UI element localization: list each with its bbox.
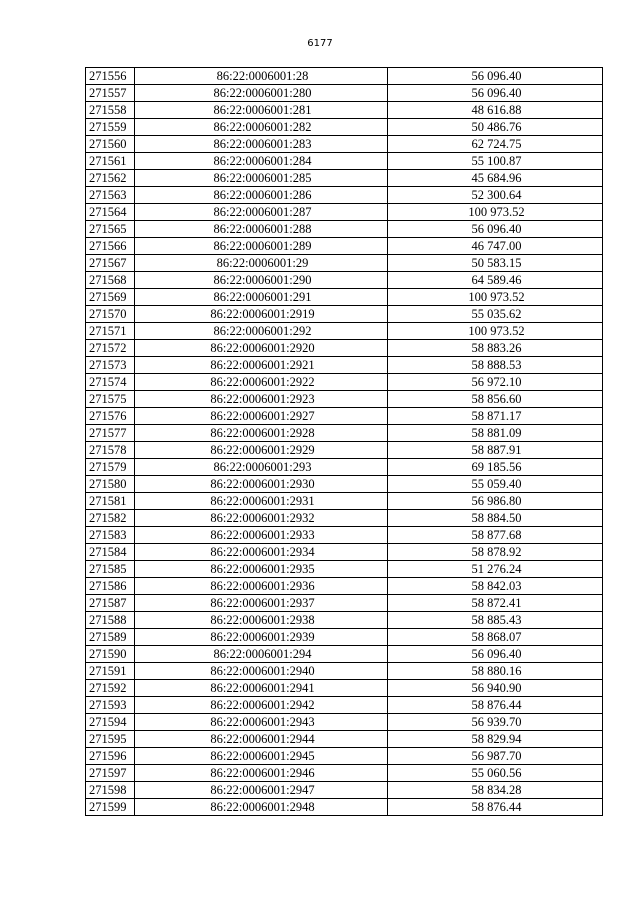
cadastral-value-table (85, 67, 603, 816)
table-row (86, 136, 603, 153)
table-row (86, 102, 603, 119)
cadastral-number-cell: 86:22:0006001:285 (135, 170, 388, 187)
table-row (86, 527, 603, 544)
cadastral-value-cell: 58 868.07 (388, 629, 603, 646)
table-row (86, 612, 603, 629)
row-number-cell: 271557 (86, 85, 135, 102)
table-row (86, 629, 603, 646)
cadastral-number-cell: 86:22:0006001:2947 (135, 782, 388, 799)
row-number-cell: 271571 (86, 323, 135, 340)
cadastral-number-cell: 86:22:0006001:2940 (135, 663, 388, 680)
table-row (86, 799, 603, 816)
table-row (86, 119, 603, 136)
cadastral-value-cell: 64 589.46 (388, 272, 603, 289)
table-row (86, 391, 603, 408)
row-number-cell: 271592 (86, 680, 135, 697)
row-number-cell: 271564 (86, 204, 135, 221)
cadastral-number-cell: 86:22:0006001:291 (135, 289, 388, 306)
cadastral-number-cell: 86:22:0006001:292 (135, 323, 388, 340)
cadastral-number-cell: 86:22:0006001:2931 (135, 493, 388, 510)
cadastral-number-cell: 86:22:0006001:2935 (135, 561, 388, 578)
row-number-cell: 271597 (86, 765, 135, 782)
table-body (86, 68, 603, 816)
cadastral-value-cell: 69 185.56 (388, 459, 603, 476)
row-number-cell: 271574 (86, 374, 135, 391)
cadastral-value-cell: 58 877.68 (388, 527, 603, 544)
table-row (86, 442, 603, 459)
cadastral-number-cell: 86:22:0006001:2945 (135, 748, 388, 765)
row-number-cell: 271575 (86, 391, 135, 408)
table-row (86, 85, 603, 102)
table-row (86, 646, 603, 663)
row-number-cell: 271581 (86, 493, 135, 510)
cadastral-value-cell: 58 834.28 (388, 782, 603, 799)
cadastral-value-cell: 58 871.17 (388, 408, 603, 425)
cadastral-number-cell: 86:22:0006001:2922 (135, 374, 388, 391)
table-row (86, 459, 603, 476)
row-number-cell: 271584 (86, 544, 135, 561)
cadastral-number-cell: 86:22:0006001:2936 (135, 578, 388, 595)
table-row (86, 255, 603, 272)
row-number-cell: 271599 (86, 799, 135, 816)
cadastral-number-cell: 86:22:0006001:2932 (135, 510, 388, 527)
cadastral-number-cell: 86:22:0006001:290 (135, 272, 388, 289)
table-row (86, 663, 603, 680)
cadastral-value-cell: 56 986.80 (388, 493, 603, 510)
cadastral-number-cell: 86:22:0006001:29 (135, 255, 388, 272)
cadastral-value-cell: 58 880.16 (388, 663, 603, 680)
row-number-cell: 271558 (86, 102, 135, 119)
cadastral-number-cell: 86:22:0006001:293 (135, 459, 388, 476)
cadastral-value-cell: 56 096.40 (388, 646, 603, 663)
cadastral-value-cell: 62 724.75 (388, 136, 603, 153)
cadastral-value-cell: 100 973.52 (388, 323, 603, 340)
row-number-cell: 271585 (86, 561, 135, 578)
cadastral-number-cell: 86:22:0006001:281 (135, 102, 388, 119)
cadastral-value-cell: 58 876.44 (388, 697, 603, 714)
table-row (86, 731, 603, 748)
row-number-cell: 271583 (86, 527, 135, 544)
cadastral-value-cell: 58 878.92 (388, 544, 603, 561)
cadastral-number-cell: 86:22:0006001:2938 (135, 612, 388, 629)
table-row (86, 306, 603, 323)
cadastral-value-cell: 100 973.52 (388, 204, 603, 221)
cadastral-number-cell: 86:22:0006001:2930 (135, 476, 388, 493)
table-row (86, 595, 603, 612)
cadastral-value-cell: 51 276.24 (388, 561, 603, 578)
table-row (86, 697, 603, 714)
cadastral-number-cell: 86:22:0006001:280 (135, 85, 388, 102)
cadastral-value-cell: 58 888.53 (388, 357, 603, 374)
row-number-cell: 271556 (86, 68, 135, 85)
cadastral-value-cell: 56 096.40 (388, 221, 603, 238)
cadastral-number-cell: 86:22:0006001:283 (135, 136, 388, 153)
table-row (86, 357, 603, 374)
row-number-cell: 271598 (86, 782, 135, 799)
cadastral-number-cell: 86:22:0006001:289 (135, 238, 388, 255)
row-number-cell: 271591 (86, 663, 135, 680)
cadastral-number-cell: 86:22:0006001:2948 (135, 799, 388, 816)
row-number-cell: 271586 (86, 578, 135, 595)
cadastral-number-cell: 86:22:0006001:2920 (135, 340, 388, 357)
cadastral-value-cell: 56 096.40 (388, 85, 603, 102)
row-number-cell: 271596 (86, 748, 135, 765)
cadastral-number-cell: 86:22:0006001:2942 (135, 697, 388, 714)
cadastral-number-cell: 86:22:0006001:2919 (135, 306, 388, 323)
cadastral-number-cell: 86:22:0006001:2941 (135, 680, 388, 697)
table-row (86, 272, 603, 289)
cadastral-value-cell: 58 842.03 (388, 578, 603, 595)
table-row (86, 493, 603, 510)
row-number-cell: 271593 (86, 697, 135, 714)
cadastral-number-cell: 86:22:0006001:288 (135, 221, 388, 238)
cadastral-number-cell: 86:22:0006001:2933 (135, 527, 388, 544)
row-number-cell: 271594 (86, 714, 135, 731)
table-row (86, 204, 603, 221)
cadastral-number-cell: 86:22:0006001:2943 (135, 714, 388, 731)
cadastral-value-cell: 50 486.76 (388, 119, 603, 136)
row-number-cell: 271576 (86, 408, 135, 425)
row-number-cell: 271562 (86, 170, 135, 187)
cadastral-number-cell: 86:22:0006001:2939 (135, 629, 388, 646)
row-number-cell: 271569 (86, 289, 135, 306)
table-row (86, 238, 603, 255)
row-number-cell: 271561 (86, 153, 135, 170)
cadastral-value-cell: 56 096.40 (388, 68, 603, 85)
cadastral-number-cell: 86:22:0006001:286 (135, 187, 388, 204)
table-row (86, 374, 603, 391)
table-row (86, 221, 603, 238)
cadastral-value-cell: 58 856.60 (388, 391, 603, 408)
row-number-cell: 271566 (86, 238, 135, 255)
table-row (86, 408, 603, 425)
row-number-cell: 271565 (86, 221, 135, 238)
cadastral-value-cell: 56 939.70 (388, 714, 603, 731)
cadastral-value-cell: 58 883.26 (388, 340, 603, 357)
cadastral-number-cell: 86:22:0006001:2928 (135, 425, 388, 442)
cadastral-number-cell: 86:22:0006001:2927 (135, 408, 388, 425)
cadastral-value-cell: 55 100.87 (388, 153, 603, 170)
table-row (86, 289, 603, 306)
table-row (86, 170, 603, 187)
cadastral-value-cell: 55 059.40 (388, 476, 603, 493)
cadastral-number-cell: 86:22:0006001:2923 (135, 391, 388, 408)
table-row (86, 782, 603, 799)
cadastral-number-cell: 86:22:0006001:2946 (135, 765, 388, 782)
row-number-cell: 271590 (86, 646, 135, 663)
row-number-cell: 271577 (86, 425, 135, 442)
row-number-cell: 271570 (86, 306, 135, 323)
table-row (86, 153, 603, 170)
cadastral-number-cell: 86:22:0006001:2937 (135, 595, 388, 612)
row-number-cell: 271578 (86, 442, 135, 459)
cadastral-number-cell: 86:22:0006001:287 (135, 204, 388, 221)
cadastral-number-cell: 86:22:0006001:282 (135, 119, 388, 136)
table-row (86, 765, 603, 782)
cadastral-value-cell: 58 885.43 (388, 612, 603, 629)
table-row (86, 714, 603, 731)
table-row (86, 578, 603, 595)
cadastral-number-cell: 86:22:0006001:294 (135, 646, 388, 663)
row-number-cell: 271582 (86, 510, 135, 527)
table-row (86, 680, 603, 697)
row-number-cell: 271563 (86, 187, 135, 204)
table-row (86, 425, 603, 442)
cadastral-value-cell: 58 876.44 (388, 799, 603, 816)
row-number-cell: 271589 (86, 629, 135, 646)
cadastral-number-cell: 86:22:0006001:2929 (135, 442, 388, 459)
cadastral-value-cell: 58 887.91 (388, 442, 603, 459)
cadastral-value-cell: 58 872.41 (388, 595, 603, 612)
cadastral-value-cell: 100 973.52 (388, 289, 603, 306)
table-row (86, 544, 603, 561)
cadastral-value-cell: 48 616.88 (388, 102, 603, 119)
table-row (86, 187, 603, 204)
row-number-cell: 271559 (86, 119, 135, 136)
cadastral-number-cell: 86:22:0006001:2944 (135, 731, 388, 748)
table-row (86, 748, 603, 765)
cadastral-value-cell: 45 684.96 (388, 170, 603, 187)
row-number-cell: 271595 (86, 731, 135, 748)
row-number-cell: 271573 (86, 357, 135, 374)
cadastral-number-cell: 86:22:0006001:28 (135, 68, 388, 85)
table-row (86, 510, 603, 527)
cadastral-value-cell: 52 300.64 (388, 187, 603, 204)
row-number-cell: 271580 (86, 476, 135, 493)
cadastral-number-cell: 86:22:0006001:284 (135, 153, 388, 170)
table-row (86, 323, 603, 340)
table-row (86, 340, 603, 357)
cadastral-value-cell: 58 884.50 (388, 510, 603, 527)
cadastral-value-cell: 58 881.09 (388, 425, 603, 442)
cadastral-value-cell: 55 060.56 (388, 765, 603, 782)
cadastral-value-cell: 46 747.00 (388, 238, 603, 255)
row-number-cell: 271560 (86, 136, 135, 153)
cadastral-value-cell: 56 940.90 (388, 680, 603, 697)
cadastral-value-cell: 55 035.62 (388, 306, 603, 323)
row-number-cell: 271572 (86, 340, 135, 357)
row-number-cell: 271587 (86, 595, 135, 612)
table-row (86, 561, 603, 578)
cadastral-value-cell: 56 972.10 (388, 374, 603, 391)
table-row (86, 68, 603, 85)
row-number-cell: 271568 (86, 272, 135, 289)
row-number-cell: 271567 (86, 255, 135, 272)
cadastral-number-cell: 86:22:0006001:2934 (135, 544, 388, 561)
cadastral-value-cell: 50 583.15 (388, 255, 603, 272)
cadastral-number-cell: 86:22:0006001:2921 (135, 357, 388, 374)
cadastral-value-cell: 58 829.94 (388, 731, 603, 748)
cadastral-value-cell: 56 987.70 (388, 748, 603, 765)
table-row (86, 476, 603, 493)
row-number-cell: 271588 (86, 612, 135, 629)
page-number: 6177 (307, 38, 333, 49)
row-number-cell: 271579 (86, 459, 135, 476)
